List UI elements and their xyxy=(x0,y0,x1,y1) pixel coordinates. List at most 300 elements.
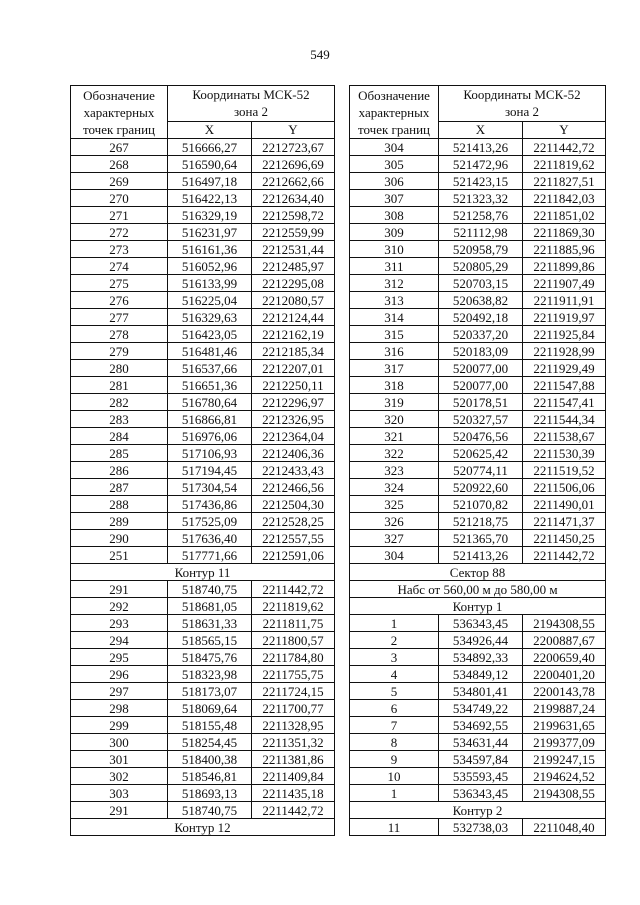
table-row xyxy=(350,683,606,700)
x-coordinate-cell: 535593,45 xyxy=(439,768,523,785)
x-coordinate-cell: 534892,33 xyxy=(439,649,523,666)
x-coordinate-cell: 521112,98 xyxy=(439,224,523,241)
table-row xyxy=(350,394,606,411)
table-row xyxy=(350,768,606,785)
x-coordinate-cell: 520492,18 xyxy=(439,309,523,326)
y-coordinate-cell: 2211784,80 xyxy=(252,649,335,666)
x-coordinate-cell: 516590,64 xyxy=(168,156,252,173)
x-coordinate-cell: 516052,96 xyxy=(168,258,252,275)
coordinates-table-right xyxy=(349,85,606,836)
point-number-cell: 311 xyxy=(350,258,439,275)
table-row xyxy=(71,513,335,530)
x-coordinate-cell: 521070,82 xyxy=(439,496,523,513)
x-coordinate-cell: 534692,55 xyxy=(439,717,523,734)
point-number-cell: 303 xyxy=(71,785,168,802)
y-coordinate-cell: 2194308,55 xyxy=(523,785,606,802)
point-number-cell: 306 xyxy=(350,173,439,190)
point-number-cell: 297 xyxy=(71,683,168,700)
y-coordinate-cell: 2211755,75 xyxy=(252,666,335,683)
x-coordinate-cell: 516780,64 xyxy=(168,394,252,411)
x-coordinate-cell: 520805,29 xyxy=(439,258,523,275)
table-row xyxy=(71,700,335,717)
y-coordinate-cell: 2212591,06 xyxy=(252,547,335,564)
x-coordinate-cell: 517304,54 xyxy=(168,479,252,496)
coord-title: Координаты МСК-52 xyxy=(463,87,581,103)
table-row xyxy=(350,717,606,734)
y-coordinate-cell: 2211442,72 xyxy=(252,802,335,819)
point-number-cell: 269 xyxy=(71,173,168,190)
y-coordinate-cell: 2211519,52 xyxy=(523,462,606,479)
table-row xyxy=(71,649,335,666)
header-label-line: Обозначение xyxy=(83,88,155,103)
x-coordinate-cell: 516133,99 xyxy=(168,275,252,292)
y-coordinate-cell: 2211048,40 xyxy=(523,819,606,836)
y-coordinate-cell: 2212080,57 xyxy=(252,292,335,309)
section-row xyxy=(350,564,606,581)
point-number-cell: 291 xyxy=(71,802,168,819)
y-coordinate-cell: 2211919,97 xyxy=(523,309,606,326)
x-coordinate-cell: 520327,57 xyxy=(439,411,523,428)
x-coordinate-cell: 517525,09 xyxy=(168,513,252,530)
y-coordinate-cell: 2211328,95 xyxy=(252,717,335,734)
table-row xyxy=(71,615,335,632)
point-number-cell: 301 xyxy=(71,751,168,768)
y-coordinate-cell: 2194624,52 xyxy=(523,768,606,785)
y-coordinate-cell: 2211538,67 xyxy=(523,428,606,445)
table-row xyxy=(71,632,335,649)
x-coordinate-cell: 516161,36 xyxy=(168,241,252,258)
point-number-cell: 291 xyxy=(71,581,168,598)
x-coordinate-cell: 534597,84 xyxy=(439,751,523,768)
point-number-cell: 324 xyxy=(350,479,439,496)
table-row xyxy=(350,513,606,530)
table-row xyxy=(350,785,606,802)
point-number-cell: 279 xyxy=(71,343,168,360)
point-number-cell: 315 xyxy=(350,326,439,343)
x-coordinate-cell: 518155,48 xyxy=(168,717,252,734)
x-coordinate-cell: 520703,15 xyxy=(439,275,523,292)
point-number-cell: 5 xyxy=(350,683,439,700)
point-number-cell: 270 xyxy=(71,190,168,207)
header-label-line: точек границ xyxy=(357,122,431,137)
table-row xyxy=(350,360,606,377)
y-coordinate-cell: 2211381,86 xyxy=(252,751,335,768)
y-coordinate-cell: 2211442,72 xyxy=(523,547,606,564)
y-coordinate-cell: 2211530,39 xyxy=(523,445,606,462)
table-row xyxy=(350,445,606,462)
header-label-line: характерных xyxy=(358,105,430,120)
section-row xyxy=(350,598,606,615)
x-coordinate-cell: 534801,41 xyxy=(439,683,523,700)
x-coordinate-cell: 521258,76 xyxy=(439,207,523,224)
y-coordinate-cell: 2212185,34 xyxy=(252,343,335,360)
y-coordinate-cell: 2212207,01 xyxy=(252,360,335,377)
table-row xyxy=(350,190,606,207)
section-title: Контур 2 xyxy=(350,802,606,819)
x-coordinate-cell: 520476,56 xyxy=(439,428,523,445)
x-coordinate-cell: 516866,81 xyxy=(168,411,252,428)
x-coordinate-cell: 516329,19 xyxy=(168,207,252,224)
table-row xyxy=(350,530,606,547)
y-coordinate-cell: 2211819,62 xyxy=(523,156,606,173)
table-row xyxy=(71,445,335,462)
y-coordinate-cell: 2211442,72 xyxy=(523,139,606,156)
y-coordinate-cell: 2200401,20 xyxy=(523,666,606,683)
point-number-cell: 290 xyxy=(71,530,168,547)
table-row xyxy=(71,547,335,564)
x-column-header: X xyxy=(439,121,523,138)
y-coordinate-cell: 2212466,56 xyxy=(252,479,335,496)
y-coordinate-cell: 2212662,66 xyxy=(252,173,335,190)
table-row xyxy=(350,700,606,717)
x-coordinate-cell: 518069,64 xyxy=(168,700,252,717)
y-column-header: Y xyxy=(523,121,606,138)
point-number-cell: 317 xyxy=(350,360,439,377)
y-coordinate-cell: 2211506,06 xyxy=(523,479,606,496)
point-number-cell: 287 xyxy=(71,479,168,496)
table-row xyxy=(350,224,606,241)
y-coordinate-cell: 2212557,55 xyxy=(252,530,335,547)
table-row xyxy=(71,428,335,445)
point-number-cell: 318 xyxy=(350,377,439,394)
point-number-cell: 4 xyxy=(350,666,439,683)
table-row xyxy=(350,173,606,190)
y-coordinate-cell: 2211490,01 xyxy=(523,496,606,513)
x-coordinate-cell: 521472,96 xyxy=(439,156,523,173)
y-coordinate-cell: 2212559,99 xyxy=(252,224,335,241)
point-number-cell: 304 xyxy=(350,547,439,564)
x-coordinate-cell: 516329,63 xyxy=(168,309,252,326)
point-number-cell: 298 xyxy=(71,700,168,717)
point-number-cell: 282 xyxy=(71,394,168,411)
point-number-cell: 278 xyxy=(71,326,168,343)
point-number-cell: 3 xyxy=(350,649,439,666)
point-number-cell: 325 xyxy=(350,496,439,513)
table-row xyxy=(71,581,335,598)
point-number-cell: 305 xyxy=(350,156,439,173)
table-row xyxy=(71,751,335,768)
point-number-cell: 251 xyxy=(71,547,168,564)
point-number-cell: 11 xyxy=(350,819,439,836)
point-number-cell: 1 xyxy=(350,615,439,632)
y-coordinate-cell: 2212634,40 xyxy=(252,190,335,207)
y-coordinate-cell: 2211442,72 xyxy=(252,581,335,598)
y-coordinate-cell: 2211811,75 xyxy=(252,615,335,632)
section-row xyxy=(71,819,335,836)
table-row xyxy=(71,241,335,258)
point-number-cell: 273 xyxy=(71,241,168,258)
table-row xyxy=(71,309,335,326)
point-number-cell: 285 xyxy=(71,445,168,462)
point-number-cell: 275 xyxy=(71,275,168,292)
coord-zone: зона 2 xyxy=(504,104,540,120)
header-label-line: точек границ xyxy=(82,122,156,137)
coord-zone: зона 2 xyxy=(233,104,269,120)
x-coordinate-cell: 520077,00 xyxy=(439,377,523,394)
point-number-cell: 293 xyxy=(71,615,168,632)
coordinate-system-header xyxy=(168,86,335,122)
x-coordinate-cell: 517106,93 xyxy=(168,445,252,462)
table-row xyxy=(350,292,606,309)
point-number-cell: 320 xyxy=(350,411,439,428)
y-coordinate-cell: 2211869,30 xyxy=(523,224,606,241)
point-number-cell: 300 xyxy=(71,734,168,751)
x-coordinate-cell: 521365,70 xyxy=(439,530,523,547)
table-row xyxy=(71,666,335,683)
y-coordinate-cell: 2211928,99 xyxy=(523,343,606,360)
table-row xyxy=(350,666,606,683)
section-title: Контур 12 xyxy=(71,819,335,836)
coordinate-system-header xyxy=(439,86,606,122)
table-row xyxy=(71,802,335,819)
coord-title: Координаты МСК-52 xyxy=(192,87,310,103)
x-coordinate-cell: 534631,44 xyxy=(439,734,523,751)
y-coordinate-cell: 2211547,41 xyxy=(523,394,606,411)
point-number-cell: 309 xyxy=(350,224,439,241)
table-row xyxy=(71,717,335,734)
point-label-header xyxy=(350,86,439,139)
table-row xyxy=(350,632,606,649)
table-row xyxy=(350,156,606,173)
point-number-cell: 299 xyxy=(71,717,168,734)
y-coordinate-cell: 2200887,67 xyxy=(523,632,606,649)
point-number-cell: 272 xyxy=(71,224,168,241)
y-coordinate-cell: 2211471,37 xyxy=(523,513,606,530)
table-row xyxy=(350,411,606,428)
table-row xyxy=(350,462,606,479)
y-coordinate-cell: 2211827,51 xyxy=(523,173,606,190)
x-coordinate-cell: 518173,07 xyxy=(168,683,252,700)
x-coordinate-cell: 520183,09 xyxy=(439,343,523,360)
x-coordinate-cell: 520178,51 xyxy=(439,394,523,411)
section-title: Контур 1 xyxy=(350,598,606,615)
y-coordinate-cell: 2211547,88 xyxy=(523,377,606,394)
x-coordinate-cell: 520922,60 xyxy=(439,479,523,496)
table-row xyxy=(71,411,335,428)
table-row xyxy=(350,377,606,394)
section-subtitle: Набс от 560,00 м до 580,00 м xyxy=(350,581,606,598)
section-row xyxy=(350,581,606,598)
y-coordinate-cell: 2211544,34 xyxy=(523,411,606,428)
point-number-cell: 321 xyxy=(350,428,439,445)
table-row xyxy=(71,360,335,377)
table-row xyxy=(350,496,606,513)
table-row xyxy=(350,734,606,751)
x-coordinate-cell: 516651,36 xyxy=(168,377,252,394)
point-number-cell: 308 xyxy=(350,207,439,224)
y-coordinate-cell: 2212504,30 xyxy=(252,496,335,513)
x-coordinate-cell: 516225,04 xyxy=(168,292,252,309)
y-coordinate-cell: 2212162,19 xyxy=(252,326,335,343)
point-number-cell: 316 xyxy=(350,343,439,360)
x-coordinate-cell: 534849,12 xyxy=(439,666,523,683)
point-number-cell: 304 xyxy=(350,139,439,156)
point-number-cell: 289 xyxy=(71,513,168,530)
point-number-cell: 1 xyxy=(350,785,439,802)
y-coordinate-cell: 2211409,84 xyxy=(252,768,335,785)
y-coordinate-cell: 2199631,65 xyxy=(523,717,606,734)
y-coordinate-cell: 2211885,96 xyxy=(523,241,606,258)
x-coordinate-cell: 517636,40 xyxy=(168,530,252,547)
point-number-cell: 327 xyxy=(350,530,439,547)
y-coordinate-cell: 2212723,67 xyxy=(252,139,335,156)
x-coordinate-cell: 521218,75 xyxy=(439,513,523,530)
point-number-cell: 307 xyxy=(350,190,439,207)
x-coordinate-cell: 521413,26 xyxy=(439,139,523,156)
table-row xyxy=(350,479,606,496)
x-coordinate-cell: 516497,18 xyxy=(168,173,252,190)
y-coordinate-cell: 2211800,57 xyxy=(252,632,335,649)
x-coordinate-cell: 518740,75 xyxy=(168,581,252,598)
point-number-cell: 302 xyxy=(71,768,168,785)
x-coordinate-cell: 518323,98 xyxy=(168,666,252,683)
point-number-cell: 319 xyxy=(350,394,439,411)
point-number-cell: 294 xyxy=(71,632,168,649)
x-coordinate-cell: 520638,82 xyxy=(439,292,523,309)
table-row xyxy=(71,156,335,173)
table-row xyxy=(71,207,335,224)
table-row xyxy=(71,173,335,190)
point-number-cell: 322 xyxy=(350,445,439,462)
table-row xyxy=(350,343,606,360)
y-coordinate-cell: 2211925,84 xyxy=(523,326,606,343)
point-number-cell: 281 xyxy=(71,377,168,394)
point-number-cell: 312 xyxy=(350,275,439,292)
point-number-cell: 2 xyxy=(350,632,439,649)
header-label-line: Обозначение xyxy=(358,88,430,103)
x-coordinate-cell: 520337,20 xyxy=(439,326,523,343)
table-row xyxy=(71,275,335,292)
coordinates-table-left xyxy=(70,85,335,836)
x-coordinate-cell: 520774,11 xyxy=(439,462,523,479)
table-row xyxy=(71,598,335,615)
header-label-line: характерных xyxy=(83,105,155,120)
x-coordinate-cell: 517194,45 xyxy=(168,462,252,479)
point-number-cell: 274 xyxy=(71,258,168,275)
x-coordinate-cell: 534926,44 xyxy=(439,632,523,649)
y-coordinate-cell: 2200143,78 xyxy=(523,683,606,700)
table-row xyxy=(350,207,606,224)
y-coordinate-cell: 2199377,09 xyxy=(523,734,606,751)
x-coordinate-cell: 516537,66 xyxy=(168,360,252,377)
table-row xyxy=(350,326,606,343)
point-number-cell: 271 xyxy=(71,207,168,224)
y-coordinate-cell: 2212295,08 xyxy=(252,275,335,292)
x-coordinate-cell: 516976,06 xyxy=(168,428,252,445)
table-header-row xyxy=(71,86,335,122)
page-number: 549 xyxy=(310,47,330,62)
x-coordinate-cell: 517436,86 xyxy=(168,496,252,513)
y-coordinate-cell: 2212433,43 xyxy=(252,462,335,479)
table-row xyxy=(71,479,335,496)
y-coordinate-cell: 2211450,25 xyxy=(523,530,606,547)
table-row xyxy=(350,258,606,275)
y-coordinate-cell: 2212364,04 xyxy=(252,428,335,445)
table-row xyxy=(71,683,335,700)
y-coordinate-cell: 2211700,77 xyxy=(252,700,335,717)
y-coordinate-cell: 2211351,32 xyxy=(252,734,335,751)
point-number-cell: 6 xyxy=(350,700,439,717)
point-number-cell: 295 xyxy=(71,649,168,666)
y-coordinate-cell: 2212250,11 xyxy=(252,377,335,394)
table-row xyxy=(350,751,606,768)
x-coordinate-cell: 536343,45 xyxy=(439,785,523,802)
table-row xyxy=(71,224,335,241)
y-coordinate-cell: 2211929,49 xyxy=(523,360,606,377)
point-number-cell: 314 xyxy=(350,309,439,326)
x-coordinate-cell: 534749,22 xyxy=(439,700,523,717)
x-coordinate-cell: 516666,27 xyxy=(168,139,252,156)
point-number-cell: 326 xyxy=(350,513,439,530)
point-number-cell: 313 xyxy=(350,292,439,309)
point-number-cell: 10 xyxy=(350,768,439,785)
x-coordinate-cell: 521413,26 xyxy=(439,547,523,564)
y-coordinate-cell: 2211819,62 xyxy=(252,598,335,615)
y-coordinate-cell: 2199247,15 xyxy=(523,751,606,768)
y-coordinate-cell: 2212598,72 xyxy=(252,207,335,224)
point-label-header xyxy=(71,86,168,139)
table-row xyxy=(350,139,606,156)
left-table-body xyxy=(71,139,335,836)
point-number-cell: 277 xyxy=(71,309,168,326)
y-coordinate-cell: 2212696,69 xyxy=(252,156,335,173)
section-row xyxy=(71,564,335,581)
x-coordinate-cell: 518740,75 xyxy=(168,802,252,819)
table-row xyxy=(350,547,606,564)
y-coordinate-cell: 2212485,97 xyxy=(252,258,335,275)
x-coordinate-cell: 536343,45 xyxy=(439,615,523,632)
x-coordinate-cell: 532738,03 xyxy=(439,819,523,836)
table-row xyxy=(71,139,335,156)
section-title: Контур 11 xyxy=(71,564,335,581)
x-coordinate-cell: 516481,46 xyxy=(168,343,252,360)
y-coordinate-cell: 2212326,95 xyxy=(252,411,335,428)
x-coordinate-cell: 518631,33 xyxy=(168,615,252,632)
table-row xyxy=(350,275,606,292)
y-column-header: Y xyxy=(252,121,335,138)
table-row xyxy=(71,768,335,785)
table-row xyxy=(71,190,335,207)
table-row xyxy=(71,734,335,751)
point-number-cell: 292 xyxy=(71,598,168,615)
x-coordinate-cell: 518693,13 xyxy=(168,785,252,802)
table-row xyxy=(350,309,606,326)
point-number-cell: 310 xyxy=(350,241,439,258)
x-coordinate-cell: 518475,76 xyxy=(168,649,252,666)
x-coordinate-cell: 518565,15 xyxy=(168,632,252,649)
y-coordinate-cell: 2211899,86 xyxy=(523,258,606,275)
y-coordinate-cell: 2199887,24 xyxy=(523,700,606,717)
y-coordinate-cell: 2212528,25 xyxy=(252,513,335,530)
y-coordinate-cell: 2211842,03 xyxy=(523,190,606,207)
x-coordinate-cell: 521323,32 xyxy=(439,190,523,207)
point-number-cell: 267 xyxy=(71,139,168,156)
table-row xyxy=(71,530,335,547)
point-number-cell: 286 xyxy=(71,462,168,479)
y-coordinate-cell: 2211851,02 xyxy=(523,207,606,224)
x-coordinate-cell: 516231,97 xyxy=(168,224,252,241)
y-coordinate-cell: 2212124,44 xyxy=(252,309,335,326)
point-number-cell: 283 xyxy=(71,411,168,428)
x-coordinate-cell: 520625,42 xyxy=(439,445,523,462)
table-row xyxy=(71,343,335,360)
y-coordinate-cell: 2211911,91 xyxy=(523,292,606,309)
table-header-row xyxy=(350,86,606,122)
x-column-header: X xyxy=(168,121,252,138)
y-coordinate-cell: 2212296,97 xyxy=(252,394,335,411)
y-coordinate-cell: 2194308,55 xyxy=(523,615,606,632)
right-table-body xyxy=(350,139,606,836)
